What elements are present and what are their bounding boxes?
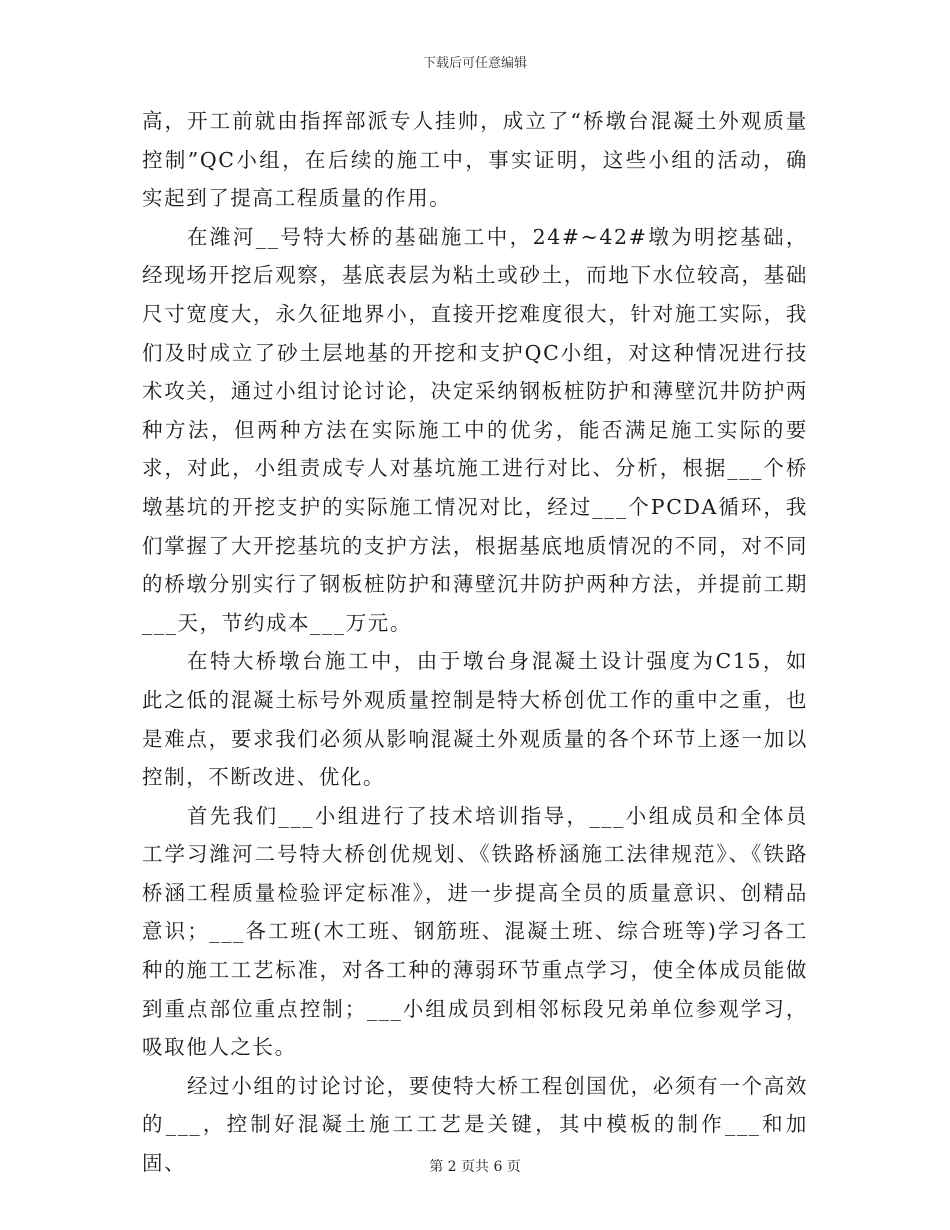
paragraph-5: 经过小组的讨论讨论，要使特大桥工程创国优，必须有一个高效的___，控制好混凝土施工工艺是关键，其中模板的制作___和加固、 — [142, 1073, 808, 1176]
paragraph-1: 高，开工前就由指挥部派专人挂帅，成立了“桥墩台混凝土外观质量控制”QC小组，在后续的施工中，事实证明，这些小组的活动，确实起到了提高工程质量的作用。 — [142, 109, 808, 211]
page-footer: 第 2 页共 6 页 — [429, 1159, 521, 1175]
paragraph-2: 在潍河__号特大桥的基础施工中，24#~42#墩为明挖基础，经现场开挖后观察，基底表层为粘土或砂土，而地下水位较高，基础尺寸宽度大，永久征地界小，直接开挖难度很大，针对施工实际，我们及时成立了砂土层地基的开挖和支护QC小组，对这种情况进行技术攻关，通过小组讨论讨论，决定采纳钢板桩防护和薄壁沉井防护两种方法，但两种方法在实际施工中的优劣，能否满足施工实际的要求，对此，小组责成专人对基坑施工进行对比、分析，根据___个桥墩基坑的开挖支护的实际施工情况对比，经过___个PCDA循环，我们掌握了大开挖基坑的支护方法，根据基底地质情况的不同，对不同的桥墩分别实行了钢板桩防护和薄壁沉井防护两种方法，并提前工期___天，节约成本___万元。 — [142, 224, 808, 635]
paragraph-3: 在特大桥墩台施工中，由于墩台身混凝土设计强度为C15，如此之低的混凝土标号外观质量控制是特大桥创优工作的重中之重，也是难点，要求我们必须从影响混凝土外观质量的各个环节上逐一加以控制，不断改进、优化。 — [142, 649, 808, 790]
paragraph-4: 首先我们___小组进行了技术培训指导，___小组成员和全体员工学习潍河二号特大桥创优规划、《铁路桥涵施工法律规范》、《铁路桥涵工程质量检验评定标准》，进一步提高全员的质量意识、创精品意识；___各工班(木工班、钢筋班、混凝土班、综合班等)学习各工种的施工工艺标准，对各工种的薄弱环节重点学习，使全体成员能做到重点部位重点控制；___小组成员到相邻标段兄弟单位参观学习，吸取他人之长。 — [142, 803, 808, 1060]
document-body — [142, 102, 808, 1183]
page-header: 下载后可任意编辑 — [422, 56, 527, 71]
